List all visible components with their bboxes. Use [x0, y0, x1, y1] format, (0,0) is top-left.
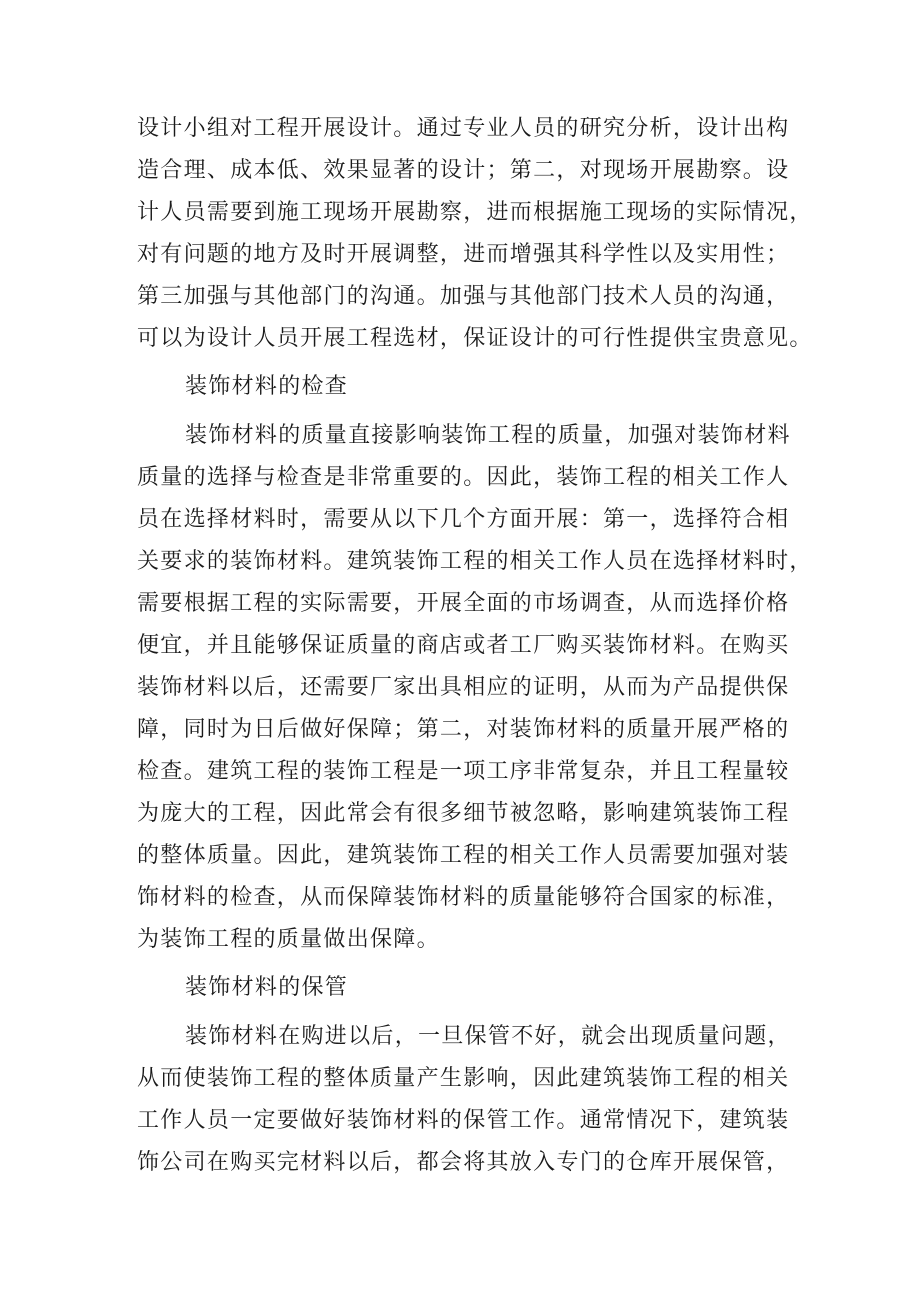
section-heading-inspection: 装饰材料的检查 [185, 374, 349, 399]
paragraph-2-line-8: 障，同时为日后做好保障；第二，对装饰材料的质量开展严格的 [137, 717, 790, 742]
paragraph-2-line-1: 装饰材料的质量直接影响装饰工程的质量，加强对装饰材料 [185, 423, 791, 448]
paragraph-1-line-1: 设计小组对工程开展设计。通过专业人员的研究分析，设计出构 [137, 116, 790, 141]
paragraph-1-line-2: 造合理、成本低、效果显著的设计；第二，对现场开展勘察。设 [137, 158, 790, 183]
paragraph-2-line-12: 饰材料的检查，从而保障装饰材料的质量能够符合国家的标准， [137, 885, 790, 910]
paragraph-2-line-2: 质量的选择与检查是非常重要的。因此，装饰工程的相关工作人 [137, 465, 790, 490]
section-heading-storage: 装饰材料的保管 [185, 975, 349, 1000]
paragraph-2-line-9: 检查。建筑工程的装饰工程是一项工序非常复杂，并且工程量较 [137, 759, 790, 784]
paragraph-3-line-2: 从而使装饰工程的整体质量产生影响，因此建筑装饰工程的相关 [137, 1066, 790, 1091]
paragraph-2-line-4: 关要求的装饰材料。建筑装饰工程的相关工作人员在选择材料时， [137, 549, 813, 574]
paragraph-1-line-3: 计人员需要到施工现场开展勘察，进而根据施工现场的实际情况， [137, 200, 813, 225]
paragraph-1-line-5: 第三加强与其他部门的沟通。加强与其他部门技术人员的沟通， [137, 284, 790, 309]
paragraph-2-line-3: 员在选择材料时，需要从以下几个方面开展：第一，选择符合相 [137, 507, 790, 532]
paragraph-2-line-6: 便宜，并且能够保证质量的商店或者工厂购买装饰材料。在购买 [137, 633, 790, 658]
paragraph-1-line-4: 对有问题的地方及时开展调整，进而增强其科学性以及实用性； [137, 242, 790, 267]
paragraph-2-line-13: 为装饰工程的质量做出保障。 [137, 927, 440, 952]
paragraph-2-line-7: 装饰材料以后，还需要厂家出具相应的证明，从而为产品提供保 [137, 675, 790, 700]
paragraph-3-line-4: 饰公司在购买完材料以后，都会将其放入专门的仓库开展保管， [137, 1150, 790, 1175]
paragraph-2-line-10: 为庞大的工程，因此常会有很多细节被忽略，影响建筑装饰工程 [137, 801, 790, 826]
paragraph-3-line-3: 工作人员一定要做好装饰材料的保管工作。通常情况下，建筑装 [137, 1108, 790, 1133]
paragraph-1-line-6: 可以为设计人员开展工程选材，保证设计的可行性提供宝贵意见。 [137, 326, 813, 351]
paragraph-3-line-1: 装饰材料在购进以后，一旦保管不好，就会出现质量问题， [185, 1024, 791, 1049]
paragraph-2-line-5: 需要根据工程的实际需要，开展全面的市场调查，从而选择价格 [137, 591, 790, 616]
paragraph-2-line-11: 的整体质量。因此，建筑装饰工程的相关工作人员需要加强对装 [137, 843, 790, 868]
